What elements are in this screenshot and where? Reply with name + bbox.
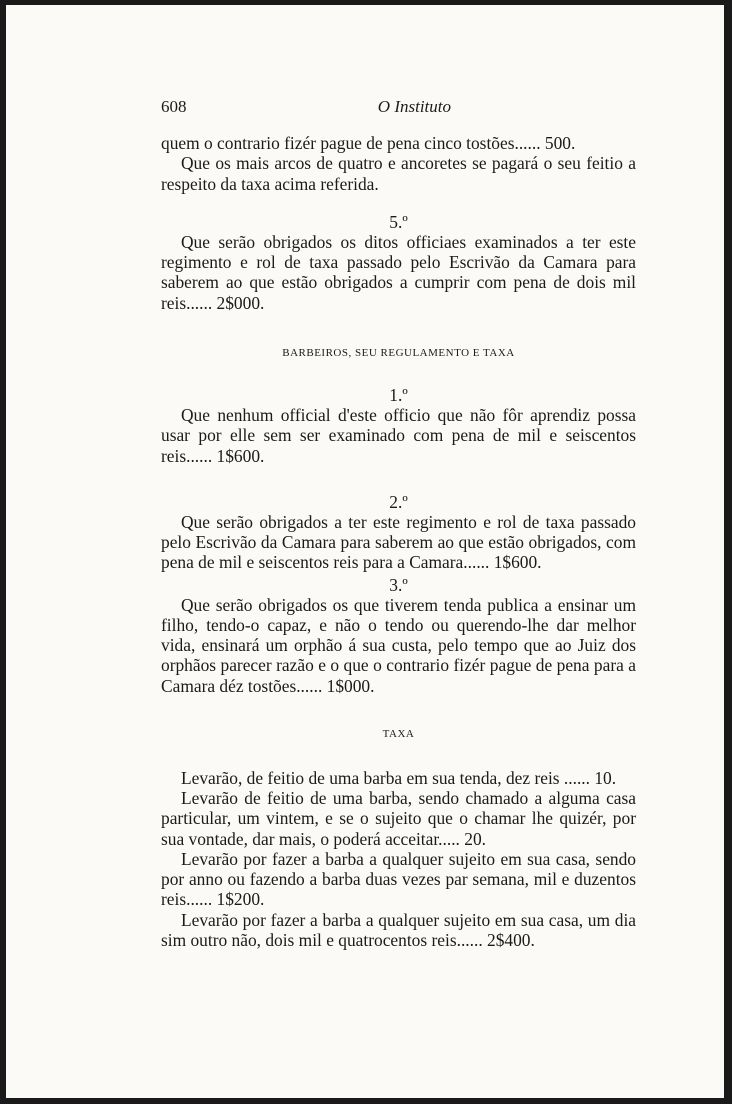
section-heading-taxa: TAXA: [382, 727, 415, 740]
article-number-2: 2.º: [389, 491, 408, 512]
paragraph-taxa-2: Levarão de feitio de uma barba, sendo chamado a alguma casa particular, um vintem, e se o sujeito que o chamar lhe quizér, por sua vontade, dar mais, o poderá acceitar..... 20.: [161, 788, 636, 849]
running-head: [161, 97, 611, 117]
paragraph-continuation: quem o contrario fizér pague de pena cinco tostões...... 500.: [161, 133, 576, 154]
paragraph-arcos: Que os mais arcos de quatro e ancoretes se pagará o seu feitio a respeito da taxa acima referida.: [161, 153, 636, 194]
paragraph-article-5: Que serão obrigados os ditos officiaes examinados a ter este regimento e rol de taxa passado pelo Escrivão da Camara para saberem ao que estão obrigados a cumprir com pena de dois mil reis...... 2$000.: [161, 232, 636, 313]
paragraph-taxa-3: Levarão por fazer a barba a qualquer sujeito em sua casa, sendo por anno ou fazendo a barba duas vezes par semana, mil e duzentos reis...... 1$200.: [161, 848, 636, 910]
page-number: 608: [161, 97, 187, 116]
paragraph-taxa-1: Levarão, de feitio de uma barba em sua tenda, dez reis ...... 10.: [181, 768, 617, 789]
page-content: [161, 97, 636, 950]
paragraph-taxa-4: Levarão por fazer a barba a qualquer sujeito em sua casa, um dia sim outro não, dois mil e quatrocentos reis...... 2$400.: [161, 909, 636, 950]
paragraph-article-1: Que nenhum official d'este officio que não fôr aprendiz possa usar por elle sem ser examinado com pena de mil e seiscentos reis...... 1$600.: [161, 405, 636, 466]
book-page: [6, 5, 724, 1098]
article-number-5: 5.º: [389, 211, 408, 232]
paragraph-article-3: Que serão obrigados os que tiverem tenda publica a ensinar um filho, tendo-o capaz, e não o tendo ou querendo-lhe dar melhor vida, ensinará um orphão á sua custa, pelo tempo que ao Juiz dos orphãos parecer razão e o que o contrario fizér pague de pena para a Camara déz tostões...... 1$000.: [161, 594, 636, 696]
paragraph-article-2: Que serão obrigados a ter este regimento e rol de taxa passado pelo Escrivão da Camara para saberem ao que estão obrigados, com pena de mil e seiscentos reis para a Camara...... 1$600.: [161, 512, 636, 573]
running-title: O Instituto: [377, 97, 451, 116]
article-number-1: 1.º: [389, 385, 408, 406]
section-heading-barbeiros: BARBEIROS, SEU REGULAMENTO E TAXA: [282, 346, 515, 359]
article-number-3: 3.º: [389, 574, 408, 595]
